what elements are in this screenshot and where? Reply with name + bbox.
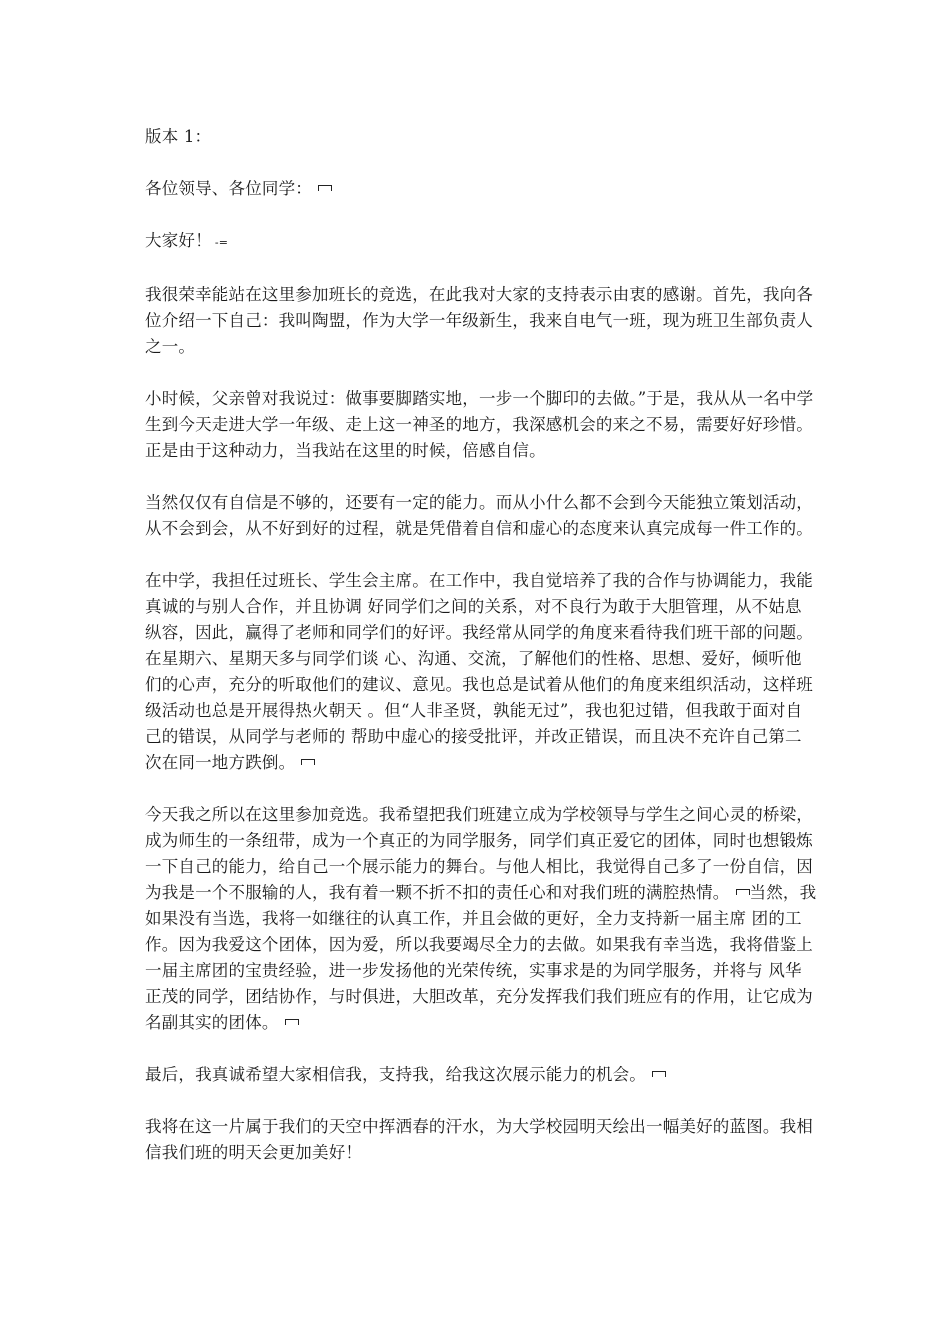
paragraph-closing-text: 最后，我真诚希望大家相信我，支持我，给我这次展示能力的机会。: [145, 1065, 646, 1084]
paragraph-closing: [145, 1062, 817, 1088]
paragraph-commitment-text: 当然，我如果没有当选，我将一如继往的认真工作，并且会做的更好，全力支持新一届主席 团的工作。因为我爱这个团体，因为爱，所以我要竭尽全力的去做。如果我有幸当选，我将借鉴上一届主席团的宝贵经验，进一步发扬他的光荣传统，实事求是的为同学服务，并将与 风华正茂的同学，团结协作，与时俱进，大胆改革，充分发挥我们我们班应有的作用，让它成为名副其实的团体。: [145, 883, 817, 1032]
paragraph-introduction: 我很荣幸能站在这里参加班长的竞选，在此我对大家的支持表示由衷的感谢。首先，我向各位介绍一下自己：我叫陶盟，作为大学一年级新生，我来自电气一班，现为班卫生部负责人之一。: [145, 285, 813, 356]
paragraph-childhood: 小时候，父亲曾对我说过：做事要脚踏实地，一步一个脚印的去做。”于是，我从从一名中学生到今天走进大学一年级、走上这一神圣的地方，我深感机会的来之不易，需要好好珍惜。正是由于这种动力，当我站在这里的时候，倍感自信。: [145, 389, 814, 460]
greeting-text: 大家好！: [145, 231, 212, 250]
salutation-line: [145, 176, 817, 202]
bracket-mark-icon: [736, 888, 750, 898]
bracket-mark-icon: [318, 184, 332, 194]
paragraph-middle-school-text: 在中学，我担任过班长、学生会主席。在工作中，我自觉培养了我的合作与协调能力，我能真诚的与别人合作，并且协调 好同学们之间的关系，对不良行为敢于大胆管理，从不姑息纵容，因此，赢得了老师和同学们的好评。我经常从同学的角度来看待我们班干部的问题。在星期六、星期天多与同学们谈 心、沟通、交流，了解他们的性格、思想、爱好，倾听他们的心声，充分的听取他们的建议、意见。我也总是试着从他们的角度来组织活动，这样班级活动也总是开展得热火朝天 。但“人非圣贤，孰能无过”，我也犯过错，但我敢于面对自己的错误，从同学与老师的 帮助中虚心的接受批评，并改正错误，而且决不充许自己第二次在同一地方跌倒。: [145, 571, 813, 772]
paragraph-motivation-text: 今天我之所以在这里参加竞选。我希望把我们班建立成为学校领导与学生之间心灵的桥梁， 成为师生的一条纽带，成为一个真正的为同学服务，同学们真正爱它的团体，同时也想锻炼一下自己的能力，给自己一个展示能力的舞台。与他人相比，我觉得自己多了一份自信，因 为我是一个不服输的人，我有着一颗不折不扣的责任心和对我们班的满腔热情。: [145, 805, 813, 902]
paragraph-ability: 当然仅仅有自信是不够的，还要有一定的能力。而从小什么都不会到今天能独立策划活动， 从不会到会，从不好到好的过程，就是凭借着自信和虚心的态度来认真完成每一件工作的。: [145, 493, 813, 538]
paragraph-motivation: [145, 802, 817, 1036]
paragraph-final: 我将在这一片属于我们的天空中挥洒春的汗水，为大学校园明天绘出一幅美好的蓝图。我相信我们班的明天会更加美好！: [145, 1117, 813, 1162]
small-glyph-icon: -=: [214, 236, 229, 249]
bracket-mark-icon: [285, 1018, 299, 1028]
bracket-mark-icon: [301, 758, 315, 768]
greeting-line: [145, 228, 817, 256]
document-body: [145, 124, 817, 1192]
salutation-text: 各位领导、各位同学：: [145, 179, 312, 198]
paragraph-middle-school: [145, 568, 817, 776]
bracket-mark-icon: [652, 1070, 666, 1080]
version-label: 版本 1：: [145, 127, 212, 146]
